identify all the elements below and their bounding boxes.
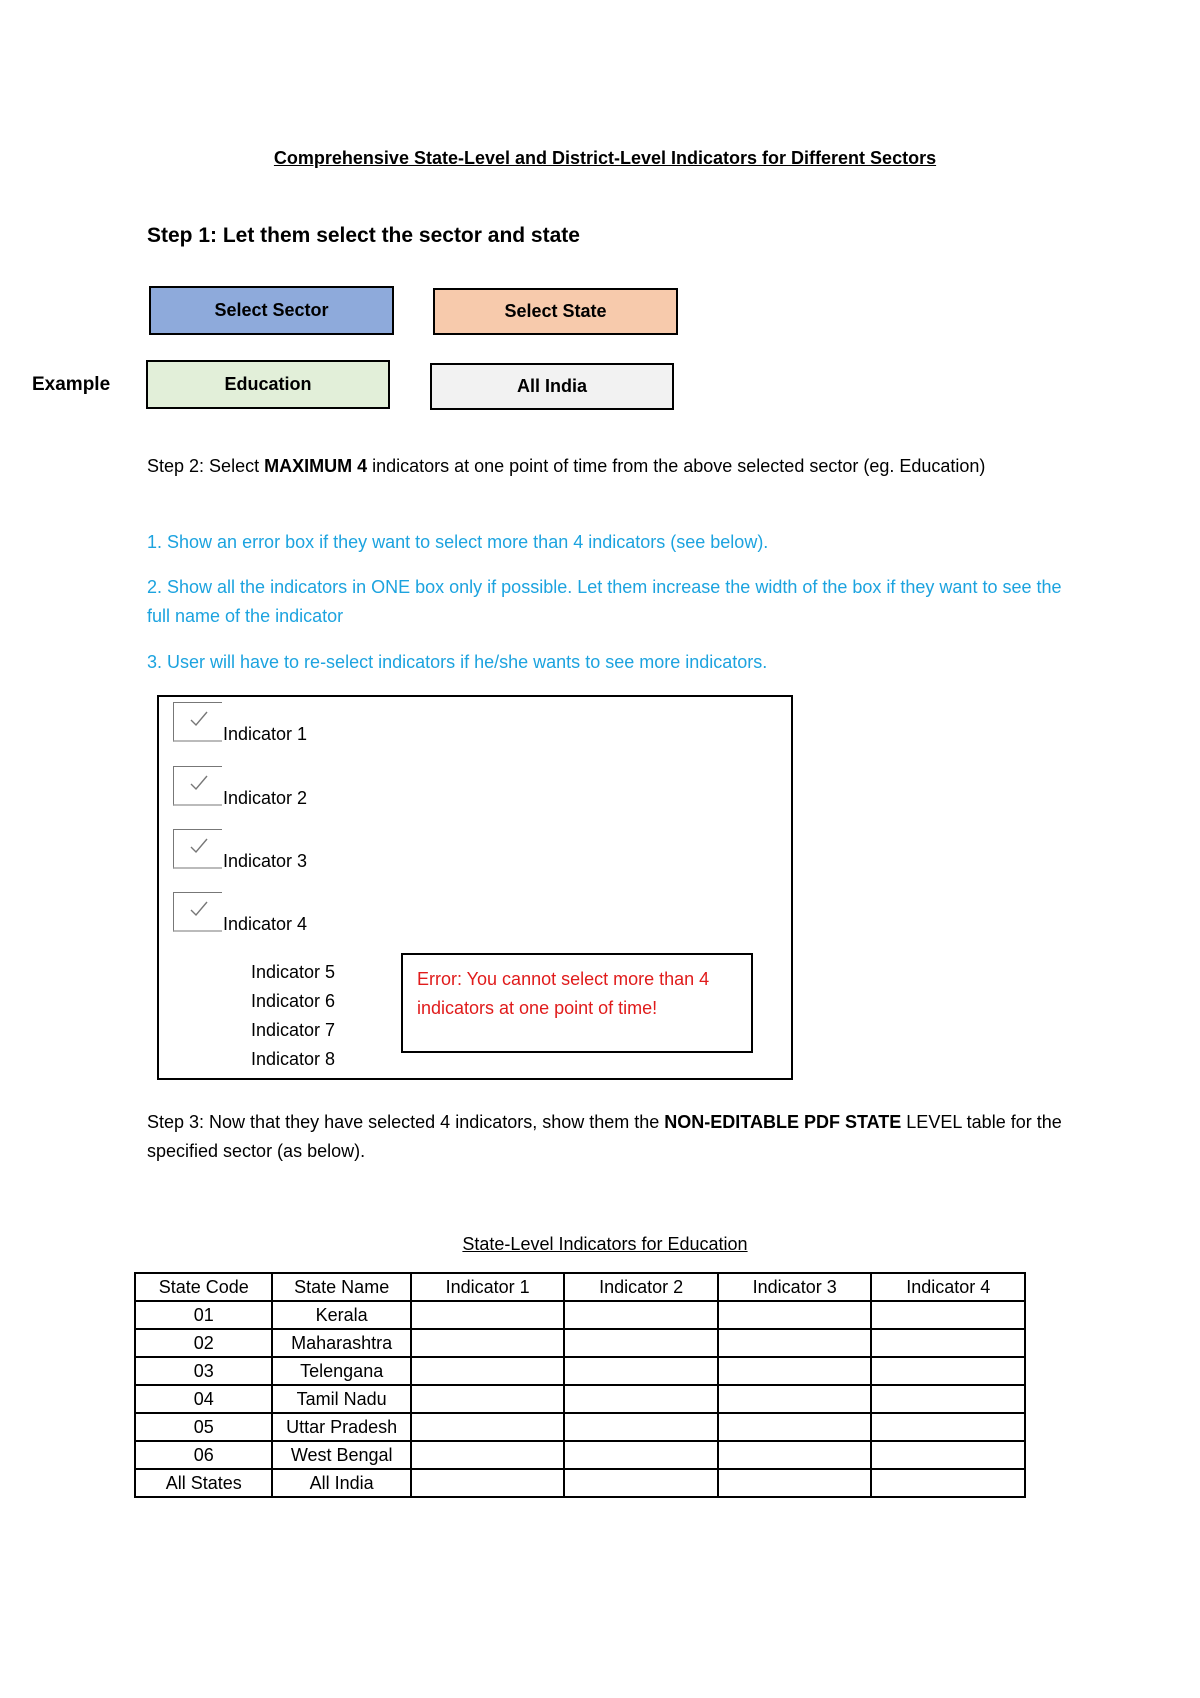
step1-heading: Step 1: Let them select the sector and state: [147, 224, 580, 247]
indicator-option[interactable]: Indicator 8: [251, 1049, 336, 1069]
indicator-cell: [871, 1413, 1025, 1441]
step3-text-b: LEVEL table for the specified sector (as below).: [147, 1112, 1062, 1161]
indicator-option[interactable]: Indicator 7: [251, 1020, 336, 1040]
state-level-table: [134, 1272, 1026, 1498]
step2-bold: MAXIMUM 4: [264, 456, 368, 476]
table-row: [135, 1301, 1025, 1329]
indicator-label: Indicator 4: [223, 914, 308, 934]
table-header-row: [135, 1273, 1025, 1301]
column-header: Indicator 1: [411, 1273, 565, 1301]
checkmark-icon: [190, 838, 208, 854]
indicator-cell: [564, 1357, 718, 1385]
state-name-cell: All India: [272, 1469, 410, 1497]
indicator-cell: [411, 1301, 565, 1329]
checkmark-icon: [190, 711, 208, 727]
step3-text-a: Now that they have selected 4 indicators, show them the: [204, 1112, 665, 1132]
table-title: State-Level Indicators for Education: [462, 1234, 748, 1254]
indicator-cell: [871, 1301, 1025, 1329]
column-header: State Name: [272, 1273, 410, 1301]
state-code-cell: All States: [135, 1469, 272, 1497]
step2-prefix: Step 2:: [147, 456, 205, 476]
indicator-label: Indicator 3: [223, 851, 308, 871]
indicator-cell: [718, 1385, 872, 1413]
indicator-cell: [718, 1329, 872, 1357]
state-name-cell: Tamil Nadu: [272, 1385, 410, 1413]
state-name-cell: Telengana: [272, 1357, 410, 1385]
table-row: [135, 1329, 1025, 1357]
indicator-cell: [718, 1357, 872, 1385]
table-row: [135, 1469, 1025, 1497]
state-name-cell: Kerala: [272, 1301, 410, 1329]
error-message-box: Error: You cannot select more than 4 indicators at one point of time!: [401, 953, 753, 1053]
note-1: 1. Show an error box if they want to select more than 4 indicators (see below).: [147, 532, 769, 552]
indicator-option[interactable]: Indicator 5: [251, 962, 336, 982]
indicator-cell: [718, 1301, 872, 1329]
checkmark-icon: [190, 775, 208, 791]
state-code-cell: 04: [135, 1385, 272, 1413]
checkbox[interactable]: [173, 766, 222, 806]
step2-text-b: indicators at one point of time from the above selected sector (eg. Education): [367, 456, 986, 476]
state-name-cell: Maharashtra: [272, 1329, 410, 1357]
indicator-cell: [718, 1413, 872, 1441]
indicator-cell: [411, 1385, 565, 1413]
state-code-cell: 06: [135, 1441, 272, 1469]
indicator-cell: [411, 1469, 565, 1497]
checkbox[interactable]: [173, 702, 222, 742]
column-header: Indicator 4: [871, 1273, 1025, 1301]
step3-instruction: [147, 1108, 1067, 1166]
indicator-cell: [718, 1441, 872, 1469]
table-row: [135, 1413, 1025, 1441]
indicator-cell: [718, 1469, 872, 1497]
indicator-cell: [871, 1469, 1025, 1497]
step2-instruction: [147, 452, 1067, 481]
indicator-cell: [564, 1441, 718, 1469]
page-title: Comprehensive State-Level and District-Level Indicators for Different Sectors: [273, 148, 937, 168]
indicator-label: Indicator 1: [223, 724, 308, 744]
indicator-option[interactable]: Indicator 6: [251, 991, 336, 1011]
table-row: [135, 1385, 1025, 1413]
select-sector-button[interactable]: Select Sector: [149, 286, 394, 335]
column-header: State Code: [135, 1273, 272, 1301]
column-header: Indicator 2: [564, 1273, 718, 1301]
example-sector-dropdown[interactable]: Education: [146, 360, 390, 409]
step2-text-a: Select: [204, 456, 265, 476]
note-3: 3. User will have to re-select indicators if he/she wants to see more indicators.: [147, 652, 768, 672]
indicator-cell: [564, 1413, 718, 1441]
indicator-label: Indicator 2: [223, 788, 308, 808]
indicator-cell: [411, 1441, 565, 1469]
indicator-cell: [564, 1329, 718, 1357]
table-row: [135, 1357, 1025, 1385]
state-code-cell: 03: [135, 1357, 272, 1385]
state-code-cell: 01: [135, 1301, 272, 1329]
state-name-cell: Uttar Pradesh: [272, 1413, 410, 1441]
select-state-button[interactable]: Select State: [433, 288, 678, 335]
checkmark-icon: [190, 901, 208, 917]
indicator-cell: [871, 1357, 1025, 1385]
state-code-cell: 05: [135, 1413, 272, 1441]
state-name-cell: West Bengal: [272, 1441, 410, 1469]
indicator-cell: [871, 1329, 1025, 1357]
checkbox[interactable]: [173, 829, 222, 869]
indicator-cell: [411, 1329, 565, 1357]
column-header: Indicator 3: [718, 1273, 872, 1301]
checkbox[interactable]: [173, 892, 222, 932]
indicator-cell: [871, 1441, 1025, 1469]
indicator-cell: [411, 1413, 565, 1441]
indicator-cell: [411, 1357, 565, 1385]
indicator-cell: [564, 1301, 718, 1329]
state-code-cell: 02: [135, 1329, 272, 1357]
table-row: [135, 1441, 1025, 1469]
indicator-cell: [564, 1469, 718, 1497]
step3-bold: NON-EDITABLE PDF STATE: [664, 1112, 902, 1132]
example-label: Example: [32, 374, 111, 395]
note-2: 2. Show all the indicators in ONE box only if possible. Let them increase the width of the box if they want to see the full name of the indicator: [147, 577, 1062, 626]
indicator-cell: [564, 1385, 718, 1413]
example-state-dropdown[interactable]: All India: [430, 363, 674, 410]
indicator-cell: [871, 1385, 1025, 1413]
step3-prefix: Step 3:: [147, 1112, 205, 1132]
